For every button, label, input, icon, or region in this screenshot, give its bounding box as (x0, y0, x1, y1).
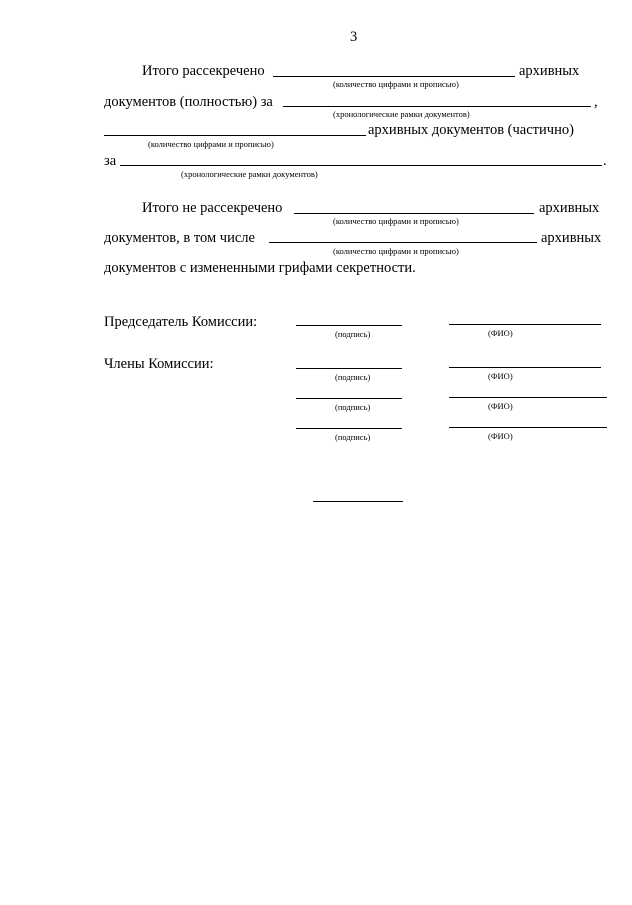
declassified-partial-label: архивных документов (частично) (368, 122, 574, 138)
not-declassified-including-hint: (количество цифрами и прописью) (333, 246, 459, 256)
chairman-signature-hint: (подпись) (335, 329, 371, 339)
declassified-for-label: за (104, 153, 117, 169)
not-declassified-changed-label: документов с измененными грифами секретности. (104, 260, 416, 276)
members-label: Члены Комиссии: (104, 356, 214, 372)
not-declassified-count-line (294, 213, 534, 214)
member-1-name-line (449, 367, 601, 368)
member-2-signature-line (296, 398, 402, 399)
member-3-name-line (449, 427, 607, 428)
member-1-signature-line (296, 368, 402, 369)
chairman-label: Председатель Комиссии: (104, 314, 258, 330)
end-of-page-line (313, 501, 403, 502)
member-2-name-line (449, 397, 607, 398)
declassified-period: . (603, 153, 607, 169)
chairman-name-hint: (ФИО) (488, 328, 513, 338)
declassified-archival-word: архивных (519, 63, 580, 79)
chairman-name-line (449, 324, 601, 325)
member-2-signature-hint: (подпись) (335, 402, 371, 412)
declassified-partial-period-line (120, 165, 602, 166)
not-declassified-including-label: документов, в том числе (104, 230, 255, 246)
not-declassified-archival-word-2: архивных (541, 230, 602, 246)
declassified-period-hint: (хронологические рамки документов) (333, 109, 470, 119)
member-3-signature-hint: (подпись) (335, 432, 371, 442)
member-3-signature-line (296, 428, 402, 429)
not-declassified-archival-word: архивных (539, 200, 600, 216)
member-2-name-hint: (ФИО) (488, 401, 513, 411)
declassified-fully-period-line (283, 106, 591, 107)
declassified-partial-period-hint: (хронологические рамки документов) (181, 169, 318, 179)
not-declassified-total-label: Итого не рассекречено (142, 200, 283, 216)
page-number: 3 (350, 29, 358, 45)
declassified-count-hint: (количество цифрами и прописью) (333, 79, 459, 89)
declassified-fully-label: документов (полностью) за (104, 94, 273, 110)
chairman-signature-line (296, 325, 402, 326)
not-declassified-count-hint: (количество цифрами и прописью) (333, 216, 459, 226)
declassified-partial-count-line (104, 135, 366, 136)
declassified-partial-count-hint: (количество цифрами и прописью) (148, 139, 274, 149)
member-1-signature-hint: (подпись) (335, 372, 371, 382)
declassified-total-label: Итого рассекречено (142, 63, 265, 79)
declassified-count-line (273, 76, 515, 77)
declassified-comma: , (594, 94, 598, 110)
member-1-name-hint: (ФИО) (488, 371, 513, 381)
not-declassified-including-line (269, 242, 537, 243)
member-3-name-hint: (ФИО) (488, 431, 513, 441)
